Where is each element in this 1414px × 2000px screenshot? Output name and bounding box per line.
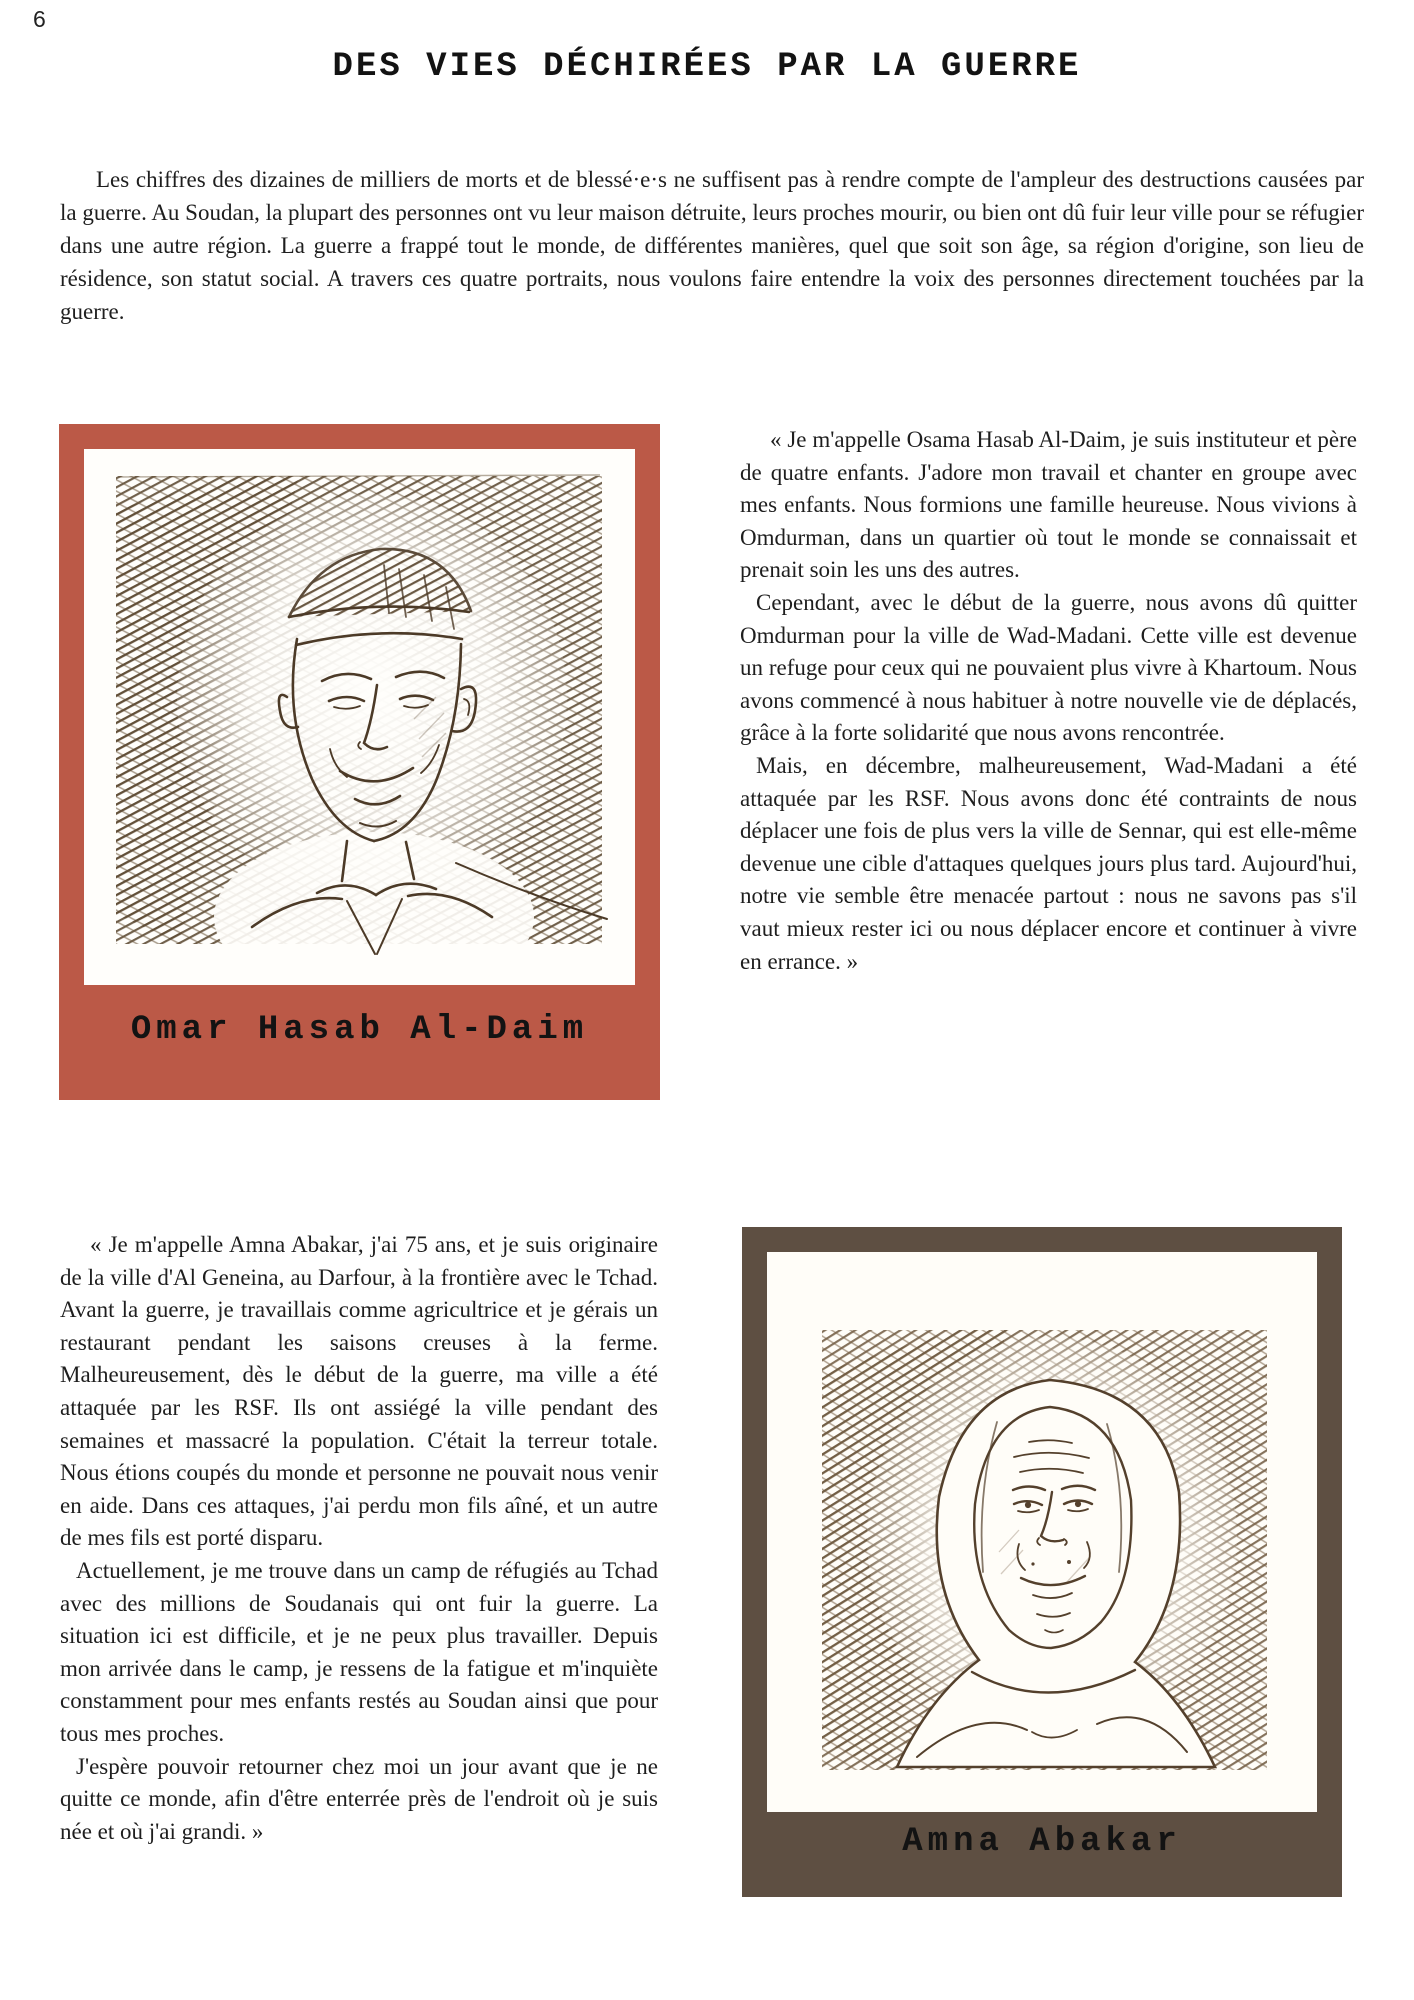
testimony-paragraph: « Je m'appelle Amna Abakar, j'ai 75 ans, et je suis originaire de la ville d'Al Geneina, au Darfour, à la frontière avec le Tchad. Avant la guerre, je travaillais comme agricultrice et je gérais un restaurant pendant les saisons creuses à la ferme. Malheureusement, dès le début de la guerre, ma ville a été attaquée par les RSF. Ils ont assiégé la ville pendant des semaines et massacré la population. C'était la terreur totale. Nous étions coupés du monde et personne ne pouvait nous venir en aide. Dans ces attaques, j'ai perdu mon fils aîné, et un autre de mes fils est porté disparu. <box>60 1232 658 1551</box>
amna-portrait-photo <box>767 1252 1317 1812</box>
portrait-card-amna <box>742 1227 1342 1897</box>
intro-paragraph: Les chiffres des dizaines de milliers de morts et de blessé·e·s ne suffisent pas à rendre compte de l'ampleur des destructions causées par la guerre. Au Soudan, la plupart des personnes ont vu leur maison détruite, leurs proches mourir, ou bien ont dû fuir leur ville pour se réfugier dans une autre région. La guerre a frappé tout le monde, de différentes manières, quel que soit son âge, sa région d'origine, son lieu de résidence, son statut social. A travers ces quatre portraits, nous voulons faire entendre la voix des personnes directement touchées par la guerre. <box>60 167 1364 324</box>
testimony-paragraph: J'espère pouvoir retourner chez moi un jour avant que je ne quitte ce monde, afin d'être enterrée près de l'endroit où je suis née et où j'ai grandi. » <box>60 1753 658 1844</box>
page-number: 6 <box>33 6 46 32</box>
omar-portrait-photo <box>84 449 635 985</box>
omar-name-caption: Omar Hasab Al-Daim <box>130 1011 589 1049</box>
portrait-card-omar <box>59 424 660 1100</box>
testimony-paragraph: Mais, en décembre, malheureusement, Wad-Madani a été attaquée par les RSF. Nous avons donc été contraints de nous déplacer une fois de plus vers la ville de Sennar, qui est elle-même devenue une cible d'attaques quelques jours plus tard. Aujourd'hui, notre vie semble être menacée partout : nous ne savons pas s'il vaut mieux rester ici ou nous déplacer encore et continuer à vivre en errance. » <box>740 752 1357 974</box>
testimony-paragraph: Cependant, avec le début de la guerre, nous avons dû quitter Omdurman pour la ville de Wad-Madani. Cette ville est devenue un refuge pour ceux qui ne pouvaient plus vivre à Khartoum. Nous avons commencé à nous habituer à notre nouvelle vie de déplacés, grâce à la forte solidarité que nous avons rencontrée. <box>740 589 1357 746</box>
testimony-osama <box>740 424 1357 978</box>
testimony-paragraph: « Je m'appelle Osama Hasab Al-Daim, je suis instituteur et père de quatre enfants. J'adore mon travail et chanter en groupe avec mes enfants. Nous formions une famille heureuse. Nous vivions à Omdurman, dans un quartier où tout le monde se connaissait et prenait soin les uns des autres. <box>740 427 1357 583</box>
page-title: DES VIES DÉCHIRÉES PAR LA GUERRE <box>332 48 1082 86</box>
testimony-paragraph: Actuellement, je me trouve dans un camp de réfugiés au Tchad avec des millions de Soudanais qui ont fuir la guerre. La situation ici est difficile, et je ne peux plus travailler. Depuis mon arrivée dans le camp, je ressens de la fatigue et m'inquiète constamment pour mes enfants restés au Soudan ainsi que pour tous mes proches. <box>60 1557 658 1746</box>
amna-portrait-sketch <box>767 1252 1317 1812</box>
testimony-amna <box>60 1229 658 1848</box>
amna-name-caption: Amna Abakar <box>902 1823 1182 1861</box>
omar-portrait-sketch <box>84 449 635 985</box>
